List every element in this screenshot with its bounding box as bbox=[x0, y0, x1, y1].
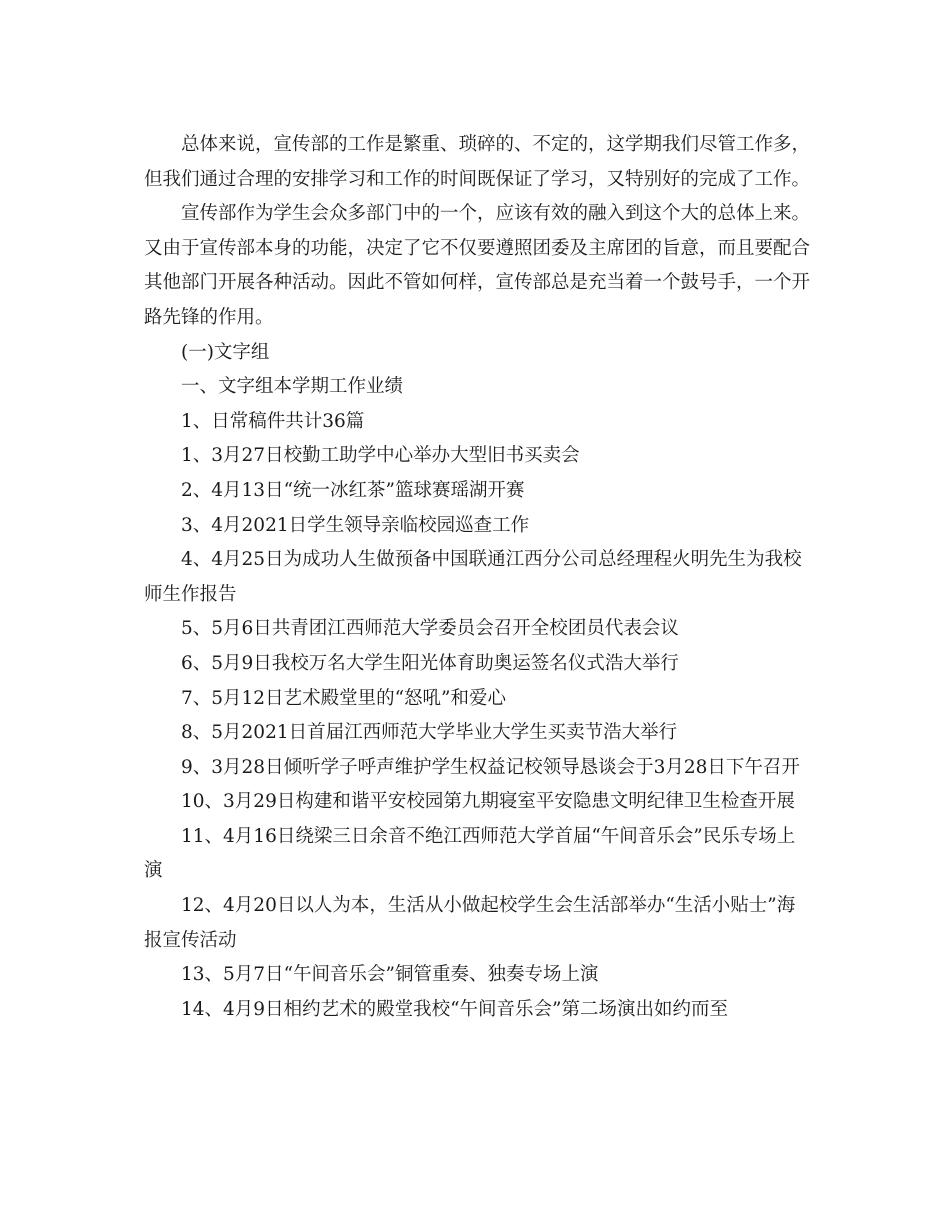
list-item: 9、3月28日倾听学子呼声维护学生权益记校领导恳谈会于3月28日下午召开 bbox=[181, 756, 800, 778]
list-item: 8、5月2021日首届江西师范大学毕业大学生买卖节浩大举行 bbox=[181, 722, 678, 744]
list-item: 2、4月13日“统一冰红茶”篮球赛瑶湖开赛 bbox=[181, 479, 525, 501]
list-item: 14、4月9日相约艺术的殿堂我校“午间音乐会”第二场演出如约而至 bbox=[181, 998, 728, 1020]
summary-line: 1、日常稿件共计36篇 bbox=[181, 410, 365, 432]
subheading: 一、文字组本学期工作业绩 bbox=[181, 376, 404, 398]
paragraph-summary: 总体来说，宣传部的工作是繁重、琐碎的、不定的，这学期我们尽管工作多，但我们通过合理的安排学习和工作的时间既保证了学习，又特别好的完成了工作。 bbox=[144, 134, 811, 190]
list-item: 3、4月2021日学生领导亲临校园巡查工作 bbox=[181, 514, 530, 536]
section-heading: (一)文字组 bbox=[181, 341, 270, 363]
list-item: 7、5月12日艺术殿堂里的“怒吼”和爱心 bbox=[181, 687, 506, 709]
list-item: 1、3月27日校勤工助学中心举办大型旧书买卖会 bbox=[181, 445, 580, 467]
paragraph-department-role: 宣传部作为学生会众多部门中的一个，应该有效的融入到这个大的总体上来。又由于宣传部本身的功能，决定了它不仅要遵照团委及主席团的旨意，而且要配合其他部门开展各种活动。因此不管如何样，宣传部总是充当着一个鼓号手，一个开路先锋的作用。 bbox=[144, 203, 811, 328]
list-item: 12、4月20日以人为本，生活从小做起校学生会生活部举办“生活小贴士”海报宣传活动 bbox=[144, 895, 796, 951]
list-item: 13、5月7日“午间音乐会”铜管重奏、独奏专场上演 bbox=[181, 964, 599, 986]
list-item: 5、5月6日共青团江西师范大学委员会召开全校团员代表会议 bbox=[181, 618, 679, 640]
document-body bbox=[144, 128, 810, 1027]
list-item: 4、4月25日为成功人生做预备中国联通江西分公司总经理程火明先生为我校师生作报告 bbox=[144, 549, 802, 605]
list-item: 11、4月16日绕梁三日余音不绝江西师范大学首届“午间音乐会”民乐专场上演 bbox=[144, 825, 796, 882]
list-item: 6、5月9日我校万名大学生阳光体育助奥运签名仪式浩大举行 bbox=[181, 652, 679, 674]
list-item: 10、3月29日构建和谐平安校园第九期寝室平安隐患文明纪律卫生检查开展 bbox=[181, 791, 795, 813]
